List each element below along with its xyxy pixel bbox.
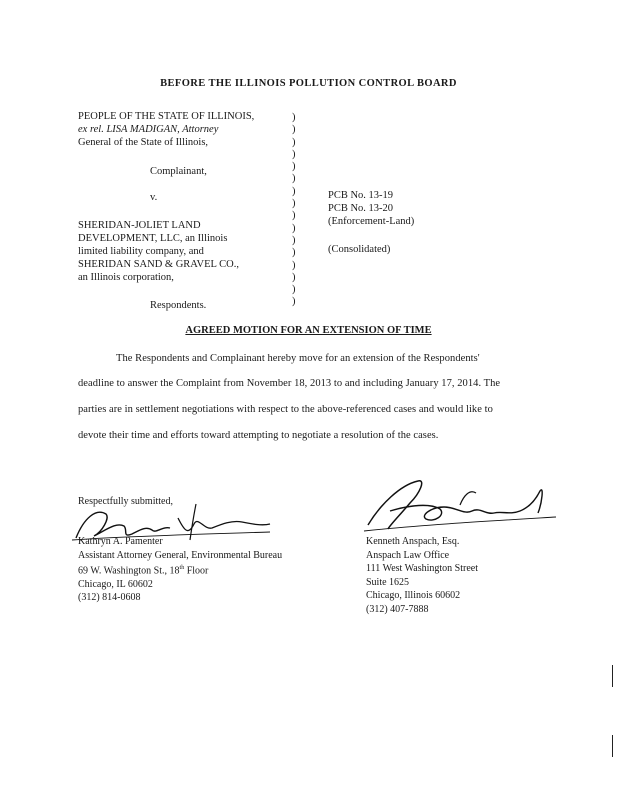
motion-body-line: parties are in settlement negotiations with respect to the above-referenced cases and would like to bbox=[78, 404, 493, 415]
case-number-block bbox=[328, 189, 414, 228]
respectfully-submitted: Respectfully submitted, bbox=[78, 496, 173, 507]
case-number: PCB No. 13-20 bbox=[328, 203, 394, 214]
respondents-label: Respondents. bbox=[150, 300, 207, 311]
scan-margin-mark bbox=[612, 735, 613, 757]
left-signature-block bbox=[78, 535, 282, 605]
plaintiff-line: PEOPLE OF THE STATE OF ILLINOIS, bbox=[78, 111, 255, 122]
right-signer-name: Kenneth Anspach, Esq. bbox=[366, 536, 460, 547]
case-type: (Enforcement-Land) bbox=[328, 216, 415, 227]
right-signer-address: 111 West Washington Street bbox=[366, 563, 478, 574]
defendant-line: SHERIDAN SAND & GRAVEL CO., bbox=[78, 259, 240, 270]
consolidated-label: (Consolidated) bbox=[328, 244, 391, 255]
defendant-line: an Illinois corporation, bbox=[78, 272, 174, 283]
scan-margin-mark bbox=[612, 665, 613, 687]
complainant-label: Complainant, bbox=[150, 166, 207, 177]
plaintiff-line: General of the State of Illinois, bbox=[78, 137, 209, 148]
caption-parentheses: ) ) ) ) ) ) ) ) ) ) ) ) ) ) ) ) bbox=[292, 112, 296, 308]
right-signature-block bbox=[366, 535, 478, 616]
motion-body-line: The Respondents and Complainant hereby move for an extension of the Respondents' bbox=[116, 353, 480, 364]
motion-title: AGREED MOTION FOR AN EXTENSION OF TIME bbox=[185, 325, 432, 336]
right-signer-suite: Suite 1625 bbox=[366, 576, 410, 588]
document-title: BEFORE THE ILLINOIS POLLUTION CONTROL BOARD bbox=[160, 78, 457, 89]
plaintiff-line: ex rel. LISA MADIGAN, Attorney bbox=[78, 124, 219, 135]
right-signer-firm: Anspach Law Office bbox=[366, 549, 450, 561]
defendant-block bbox=[78, 219, 239, 284]
versus-label: v. bbox=[150, 192, 158, 203]
plaintiff-block bbox=[78, 110, 254, 149]
motion-body-line: deadline to answer the Complaint from November 18, 2013 to and including January 17, 2014. The bbox=[78, 378, 501, 389]
defendant-line: DEVELOPMENT, LLC, an Illinois bbox=[78, 233, 228, 244]
left-signer-name: Kathryn A. Pamenter bbox=[78, 536, 163, 547]
left-signer-phone: (312) 814-0608 bbox=[78, 592, 141, 604]
defendant-line: limited liability company, and bbox=[78, 246, 204, 257]
right-signer-phone: (312) 407-7888 bbox=[366, 603, 429, 615]
case-number: PCB No. 13-19 bbox=[328, 190, 394, 201]
left-signer-address: 69 W. Washington St., 18th Floor bbox=[78, 565, 209, 577]
motion-body-line: devote their time and efforts toward attempting to negotiate a resolution of the cases. bbox=[78, 430, 439, 441]
left-signer-city: Chicago, IL 60602 bbox=[78, 578, 153, 590]
right-signer-city: Chicago, Illinois 60602 bbox=[366, 590, 461, 601]
left-signer-title: Assistant Attorney General, Environmental Bureau bbox=[78, 549, 283, 561]
defendant-line: SHERIDAN-JOLIET LAND bbox=[78, 220, 201, 231]
right-signature bbox=[360, 475, 560, 535]
